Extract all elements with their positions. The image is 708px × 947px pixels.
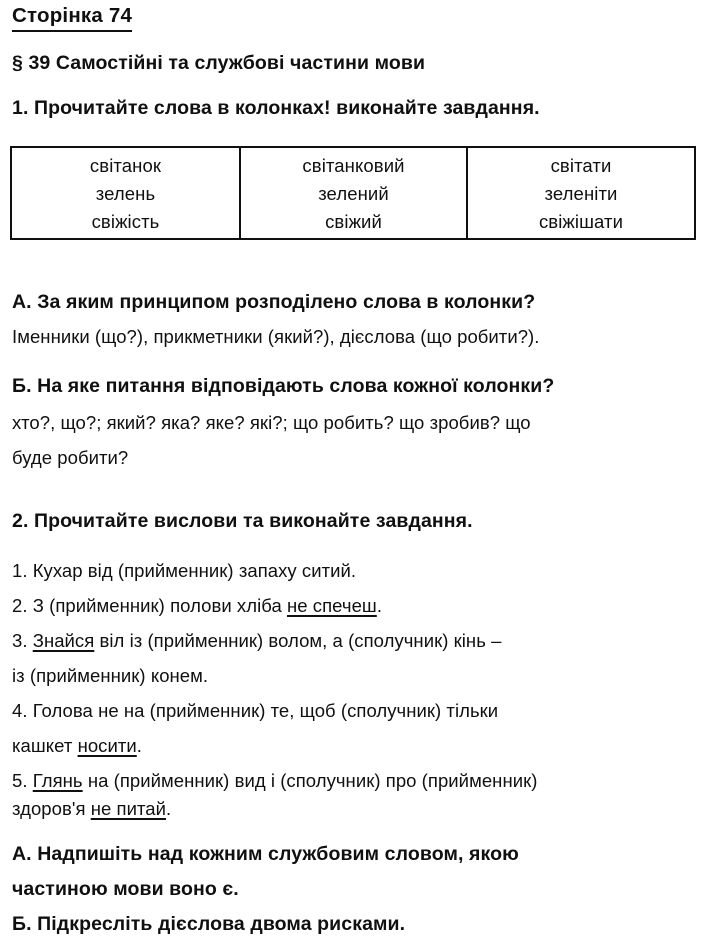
underlined-phrase: не питай — [90, 798, 167, 819]
word-table-cell: зелений — [318, 182, 389, 204]
instruction-a-line-2: частиною мови воно є. — [12, 878, 239, 900]
section-heading: § 39 Самостійні та службові частини мови — [12, 52, 426, 74]
proverb-item-4-line-2 — [12, 737, 702, 756]
instruction-b: Б. Підкресліть дієслова двома рисками. — [12, 913, 406, 935]
text-run: 3. — [12, 630, 33, 651]
proverb-item-5-line-1 — [12, 772, 702, 791]
word-table-cell: свіжість — [91, 210, 160, 232]
text-run: . — [376, 595, 383, 616]
text-run: 1. Кухар від (прийменник) запаху ситий. — [12, 560, 357, 581]
answer-a: Іменники (що?), прикметники (який?), дієслова (що робити?). — [12, 326, 540, 347]
answer-b-line-2: буде робити? — [12, 447, 129, 468]
answer-b-line-1: хто?, що?; який? яка? яке? які?; що робить? що зробив? що — [12, 412, 531, 433]
word-table-cell: свіжішати — [538, 210, 624, 232]
underlined-phrase: Знайся — [32, 630, 95, 651]
underlined-phrase: не спечеш — [287, 595, 377, 616]
task-1-heading: 1. Прочитайте слова в колонках! виконайте завдання. — [12, 97, 540, 119]
text-run: 4. Голова не на (прийменник) те, щоб (сполучник) тільки — [12, 700, 499, 721]
text-run: віл із (прийменник) волом, а (сполучник) кінь – — [94, 630, 502, 651]
proverb-item-3-line-1 — [12, 632, 702, 651]
word-table-cell: свіжий — [325, 210, 382, 232]
page-title-text: Сторінка 74 — [12, 6, 132, 32]
word-table-cell: зеленіти — [544, 182, 618, 204]
task-2-heading: 2. Прочитайте вислови та виконайте завдання. — [12, 510, 473, 532]
page-title — [12, 6, 702, 32]
word-table-column-3 — [468, 148, 694, 238]
word-table-cell: світанок — [89, 154, 162, 176]
proverb-item-1-line-1 — [12, 562, 702, 581]
text-run: із (прийменник) конем. — [12, 665, 209, 686]
text-run: . — [136, 735, 142, 756]
underlined-phrase: носити — [77, 735, 137, 756]
question-b: Б. На яке питання відповідають слова кожної колонки? — [12, 375, 555, 397]
text-run: 2. З (прийменник) полови хліба — [12, 595, 287, 616]
proverb-item-4-line-1 — [12, 702, 702, 721]
proverb-item-2-line-1 — [12, 597, 702, 616]
text-run: 5. — [12, 770, 33, 791]
word-table-column-2 — [241, 148, 468, 238]
word-table-cell: світати — [550, 154, 612, 176]
underlined-phrase: Глянь — [32, 770, 83, 791]
text-run: на (прийменник) вид і (сполучник) про (прийменник) — [82, 770, 538, 791]
question-a: А. За яким принципом розподілено слова в колонки? — [12, 291, 536, 313]
word-table-cell: світанковий — [302, 154, 405, 176]
text-run: здоров'я — [12, 798, 91, 819]
text-run: . — [166, 798, 172, 819]
word-table-cell: зелень — [95, 182, 156, 204]
instruction-a-line-1: А. Надпишіть над кожним службовим словом, якою — [12, 843, 519, 865]
text-run: кашкет — [12, 735, 78, 756]
word-table-column-1 — [12, 148, 241, 238]
proverb-item-5-line-2 — [12, 800, 702, 819]
proverb-item-3-line-2 — [12, 667, 702, 686]
word-table — [10, 146, 696, 240]
